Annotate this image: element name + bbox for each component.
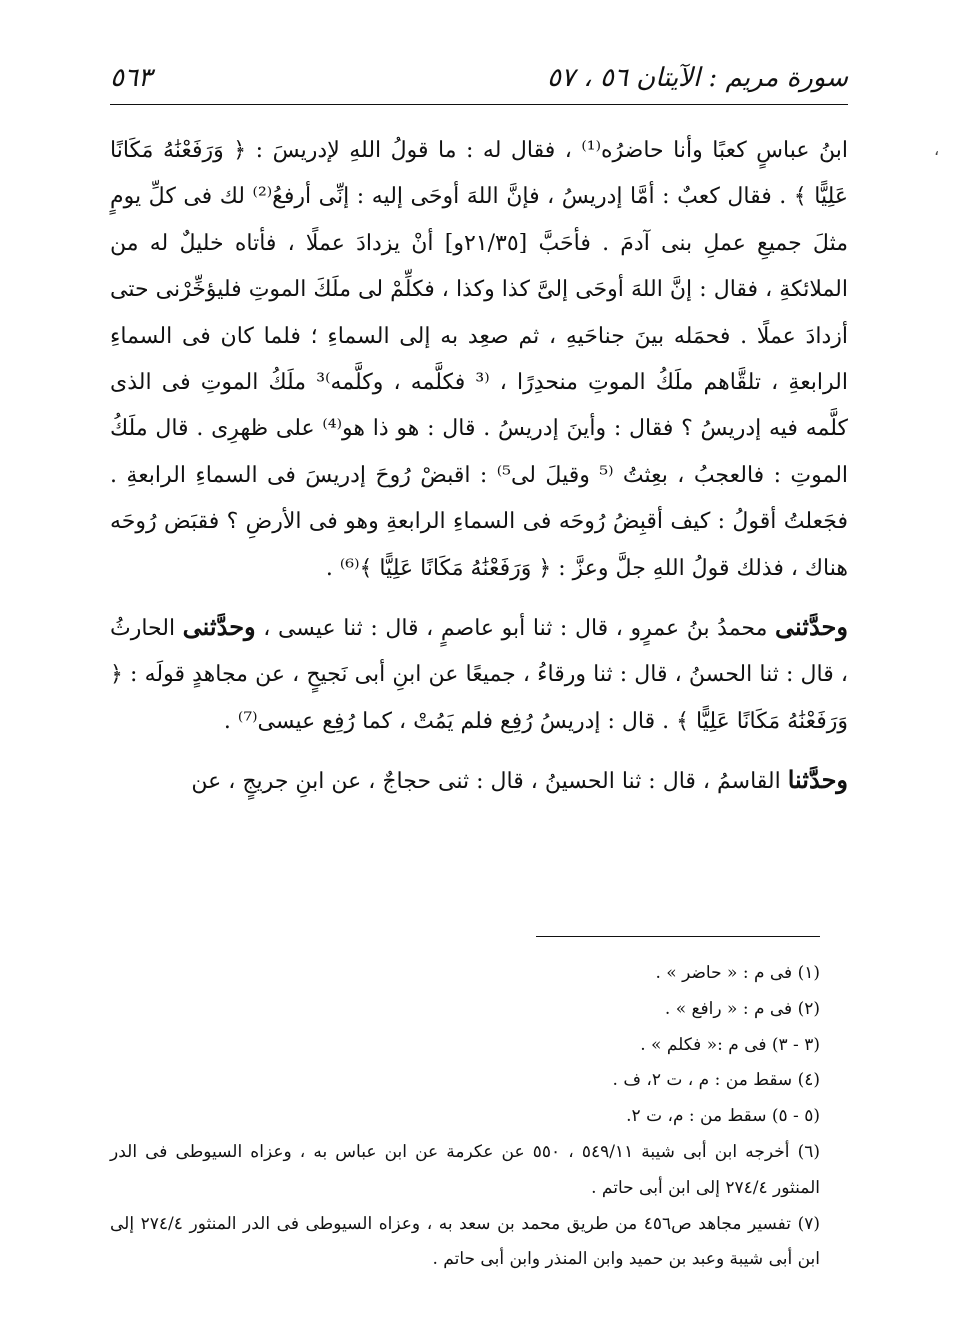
paragraph-1: ابنُ عباسٍ كعبًا وأنا حاضرُه⁽¹⁾ ، فقال له : ما قولُ اللهِ لإدريسَ : ﴿ وَرَفَعْنَٰهُ مَكَانًا عَلِيًّا ﴾ . فقال كعبٌ : أمَّا إدريسُ ، فإنَّ اللهَ أوحَى إليه : إنِّى أرفعُ⁽²⁾ لك فى كلِّ يومٍ مثلَ جميعِ عملِ بنى آدمَ . فأحَبَّ [٢١/٣٥و] أنْ يزدادَ عملًا ، فأتاه خليلٌ له من الملائكةِ ، فقال : إنَّ اللهَ أوحَى إلىَّ كذا وكذا ، فكلِّمْ لى ملَكَ الموتِ فليؤخِّرْنى حتى أزدادَ عملًا . فحمَله بينَ جناحَيهِ ، ثم صعِد به إلى السماءِ ؛ فلما كان فى السماءِ الرابعةِ ، تلقَّاهم ملَكُ الموتِ منحدِرًا ، ⁽³ فكلَّمه ، وكلَّمه⁾³ ملَكُ الموتِ فى الذى كلَّمه فيه إدريسُ ؟ فقال : وأينَ إدريسُ . قال : هو ذا هو⁽⁴⁾ على ظهرِى . قال ملَكُ الموتِ : فالعجبُ ، بعِثتُ ⁽⁵ وقيلَ لى⁵⁾ : اقبضْ رُوحَ إدريسَ فى السماءِ الرابعةِ . فجَعلتُ أقولُ : كيف أقبِضُ رُوحَه فى السماءِ الرابعةِ وهو فى الأرضِ ؟ فقبَض رُوحَه هناك ، فذلك قولُ اللهِ جلَّ وعزَّ : ﴿ وَرَفَعْنَٰهُ مَكَانًا عَلِيًّا ﴾⁽⁶⁾ . <box>110 138 849 581</box>
footnote-rule <box>536 936 820 937</box>
footnotes <box>110 956 820 1278</box>
margin-mark: ، <box>934 140 940 159</box>
paragraph-2-continuation: الحارثُ ، قال : ثنا الحسنُ ، قال : ثنا ورقاءُ ، جميعًا عن ابنِ أبى نَجيحٍ ، عن مجاهدٍ قولَه : ﴿ وَرَفَعْنَٰهُ مَكَانًا عَلِيًّا ﴾ . قال : إدريسُ رُفِع فلم يَمُتْ ، كما رُفِع عيسى⁽⁷⁾ . <box>110 616 848 734</box>
footnote-5: (٥ - ٥) سقط من : م، ت ٢. <box>626 1106 820 1127</box>
footnote-7: (٧) تفسير مجاهد ص٤٥٦ من طريق محمد بن سعد به ، وعزاه السيوطى فى الدر المنثور ٢٧٤/٤ إلى ابن أبى شيبة وعبد بن حميد وابن المنذر وابن أبى حاتم . <box>110 1213 820 1270</box>
header-title: سورة مريم : الآيتان ٥٦ ، ٥٧ <box>547 63 848 93</box>
paragraph-3 <box>110 757 848 805</box>
bold-haddathana: وحدَّثنا <box>787 765 848 795</box>
footnote-2: (٢) فى م : « رافع » . <box>664 998 820 1019</box>
footnote-1: (١) فى م : « حاضر » . <box>655 963 820 983</box>
paragraph-3-text: القاسمُ ، قال : ثنا الحسينُ ، قال : ثنى حجاجٌ ، عن ابنِ جريجٍ ، عن <box>191 769 781 795</box>
footnote-4: (٤) سقط من : م ، ت ٢، ف . <box>612 1070 820 1091</box>
paragraph-2 <box>110 604 848 745</box>
footnote-6: (٦) أخرجه ابن أبى شيبة ٥٤٩/١١ ، ٥٥٠ عن عكرمة عن ابن عباس به ، وعزاه السيوطى فى الدر المنثور ٢٧٤/٤ إلى ابن أبى حاتم . <box>110 1141 820 1198</box>
bold-haddathani: وحدَّثنى <box>775 612 848 642</box>
header-rule <box>110 104 848 105</box>
footnote-3: (٣ - ٣) فى م :« فكلم » . <box>640 1034 820 1055</box>
running-header <box>110 58 848 98</box>
page-number: ٥٦٣ <box>110 63 152 93</box>
main-text <box>110 128 848 806</box>
bold-haddathani-2: وحدَّثنى <box>182 612 256 642</box>
paragraph-2-text: محمدُ بنُ عمرٍو ، قال : ثنا أبو عاصمٍ ، قال : ثنا عيسى ، <box>255 616 768 642</box>
